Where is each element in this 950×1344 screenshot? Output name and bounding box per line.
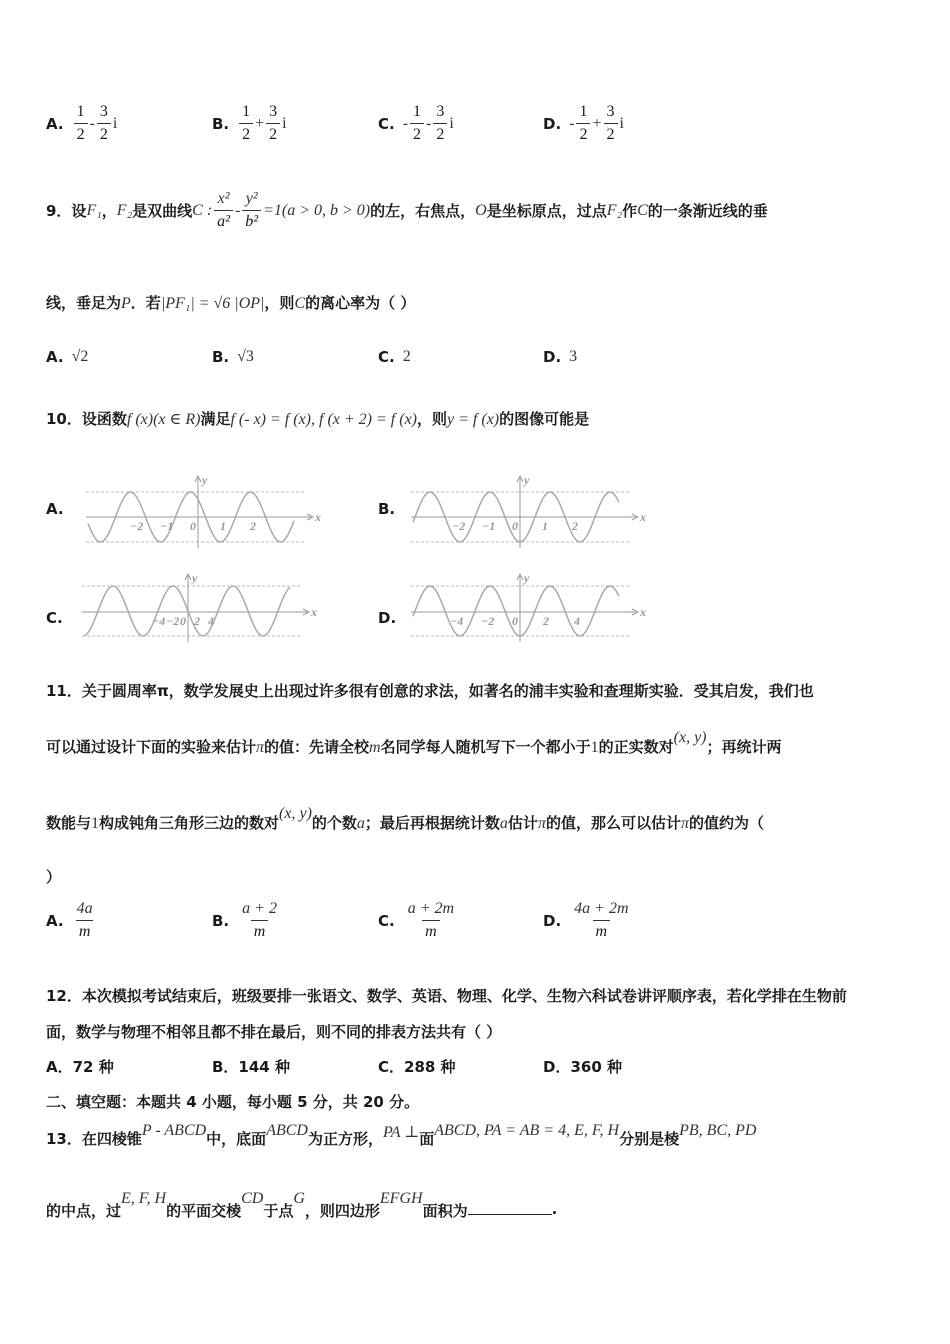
option-label: D. (543, 114, 562, 133)
q12-line-2: 面，数学与物理不相邻且都不排在最后，则不同的排表方法共有（ ） (46, 1023, 502, 1041)
q12-line-1: 12．本次模拟考试结束后，班级要排一张语文、数学、英语、物理、化学、生物六科试卷讲评顺序表，若化学排在生物前 (46, 987, 847, 1005)
q11-line-4: ） (46, 868, 62, 886)
q9-line-1: 9．设 F₁ ， F₂ 是双曲线 C : $\frac{\text{x²}}{\text{a²}}$ - $\frac{\text{y²}}{\text{b²}}$ =1(a > 0, b > 0) 的左，右焦点， O 是坐标原点，过点 F₂ 作 C 的一条渐近线的垂 (46, 190, 768, 230)
tick-label: 2 (250, 519, 256, 533)
q11-option-a[interactable]: A. $\frac{4a}{m}$ (46, 900, 93, 940)
tick-label: −2 (452, 519, 466, 533)
fraction: $\frac{\text{y²}}{\text{b²}}$ (242, 190, 261, 231)
q10-option-d-label[interactable]: D. (378, 609, 397, 627)
tick-label: 2 (543, 614, 549, 628)
q11-option-c[interactable]: C. $\frac{a + 2m}{m}$ (378, 900, 455, 940)
option-label: A. (46, 114, 64, 133)
x-axis-label: x (315, 510, 321, 524)
q11-line-1: 11．关于圆周率π，数学发展史上出现过许多很有创意的求法，如著名的浦丰实验和查理斯实验．受其启发，我们也 (46, 682, 814, 700)
tick-label: 0 (190, 519, 196, 533)
y-axis-label: y (524, 474, 530, 487)
q8-option-d[interactable]: D. - $\frac{1}{2}$ + $\frac{3}{2}$ i (543, 103, 624, 143)
tick-label: 4 (574, 614, 580, 628)
function-curve (413, 586, 619, 636)
tick-label: 0 (180, 614, 186, 628)
q11-line-2: 可以通过设计下面的实验来估计π的值：先请全校m名同学每人随机写下一个都小于1的正实数对(x, y)；再统计两 (46, 729, 782, 756)
answer-blank[interactable] (468, 1190, 552, 1219)
fraction: $\frac{3}{2}$ (97, 103, 111, 144)
q10-graph-b[interactable] (405, 474, 650, 552)
q9-option-b[interactable]: B. √3 (212, 348, 254, 366)
q12-option-d[interactable]: D．360 种 (543, 1058, 622, 1076)
q11-option-d[interactable]: D. $\frac{4a + 2m}{m}$ (543, 900, 629, 940)
tick-label: 2 (194, 614, 200, 628)
q8-option-b[interactable]: B. $\frac{1}{2}$ + $\frac{3}{2}$ i (212, 103, 287, 143)
fraction: $\frac{1}{2}$ (410, 103, 424, 144)
tick-label: 1 (220, 519, 226, 533)
x-axis-label: x (640, 605, 646, 619)
option-label: C. (378, 114, 395, 133)
tick-label: −1 (482, 519, 496, 533)
q12-option-c[interactable]: C．288 种 (378, 1058, 456, 1076)
q13-line-2: 的中点，过 E, F, H 的平面交棱 CD 于点 G ，则四边形 EFGH 面积为 . (46, 1190, 558, 1220)
x-axis-label: x (640, 510, 646, 524)
q8-option-c[interactable]: C. - $\frac{1}{2}$ - $\frac{3}{2}$ i (378, 103, 454, 143)
q10-option-a-label[interactable]: A. (46, 500, 64, 518)
q11-line-3: 数能与1构成钝角三角形三边的数对(x, y)的个数a；最后再根据统计数a估计π的值，那么可以估计π的值约为（ (46, 805, 764, 832)
tick-label: 4 (208, 614, 214, 628)
fraction: $\frac{1}{2}$ (239, 103, 253, 144)
y-axis-label: y (524, 572, 530, 585)
q10-graph-c[interactable] (76, 572, 321, 644)
tick-label: −4 (450, 614, 464, 628)
tick-label: 0 (512, 519, 518, 533)
q13-line-1: 13．在四棱锥 P - ABCD 中，底面 ABCD 为正方形， PA ⊥ 面 ABCD, PA = AB = 4, E, F, H 分别是棱 PB, BC, PD (46, 1122, 757, 1148)
q10-line: 10．设函数f (x)(x ∈ R)满足f (- x) = f (x), f (x + 2) = f (x)，则y = f (x)的图像可能是 (46, 410, 590, 428)
q9-option-d[interactable]: D. 3 (543, 348, 578, 366)
y-axis-label: y (192, 572, 198, 585)
fraction: $\frac{\text{x²}}{\text{a²}}$ (214, 190, 233, 231)
q11-option-b[interactable]: B. $\frac{a + 2}{m}$ (212, 900, 277, 940)
q10-option-c-label[interactable]: C. (46, 609, 63, 627)
x-axis-label: x (311, 605, 317, 619)
q10-option-b-label[interactable]: B. (378, 500, 396, 518)
fraction: $\frac{3}{2}$ (604, 103, 618, 144)
fraction: $\frac{3}{2}$ (266, 103, 280, 144)
tick-label: −4 (152, 614, 166, 628)
tick-label: −2 (130, 519, 144, 533)
q12-option-a[interactable]: A．72 种 (46, 1058, 114, 1076)
function-curve (84, 586, 290, 636)
q12-option-b[interactable]: B．144 种 (212, 1058, 290, 1076)
option-label: B. (212, 114, 230, 133)
q8-option-a[interactable]: A. $\frac{1}{2}$ - $\frac{3}{2}$ i (46, 103, 118, 143)
tick-label: 0 (512, 614, 518, 628)
q9-option-a[interactable]: A. √2 (46, 348, 89, 366)
y-axis-label: y (202, 474, 208, 487)
q10-graph-a[interactable] (80, 474, 325, 552)
tick-label: −1 (160, 519, 174, 533)
fraction: $\frac{1}{2}$ (576, 103, 590, 144)
tick-label: 1 (542, 519, 548, 533)
q10-graph-d[interactable] (405, 572, 650, 644)
tick-label: 2 (572, 519, 578, 533)
q9-line-2: 线，垂足为P．若|PF₁| = √6 |OP|，则C的离心率为（ ） (46, 294, 416, 312)
tick-label: −2 (166, 614, 180, 628)
fraction: $\frac{1}{2}$ (74, 103, 88, 144)
q9-option-c[interactable]: C. 2 (378, 348, 411, 366)
fraction: $\frac{3}{2}$ (433, 103, 447, 144)
tick-label: −2 (481, 614, 495, 628)
section-heading: 二、填空题：本题共 4 小题，每小题 5 分，共 20 分。 (46, 1093, 420, 1111)
